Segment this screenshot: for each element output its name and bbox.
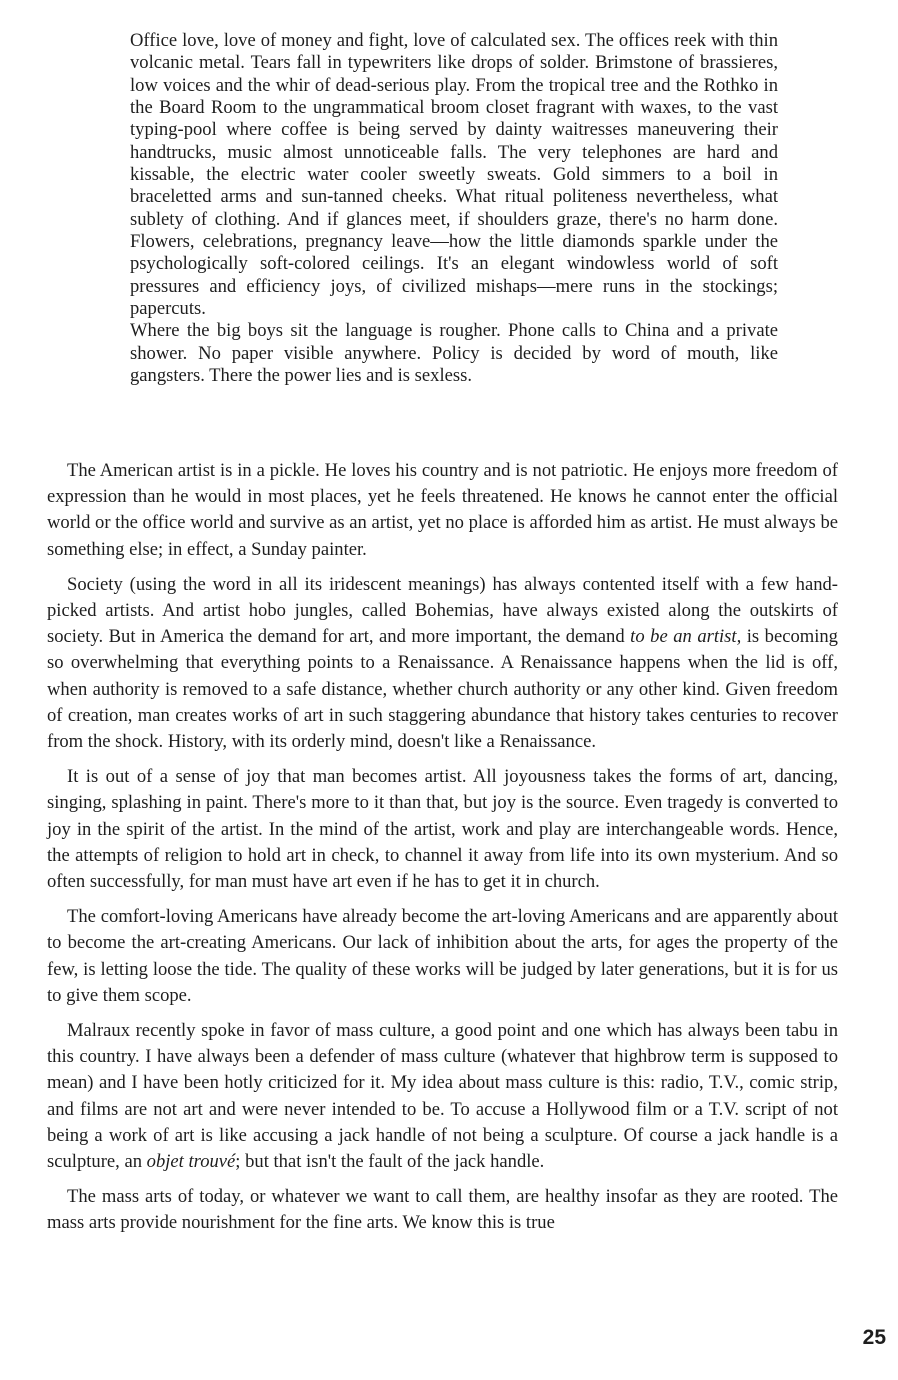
essay-paragraph-2-italic: to be an artist,: [630, 626, 742, 648]
essay-paragraph-2-part-a: Society (using the word in all its iridescent meanings) has always contented itself with a few hand-picked artists. And artist hobo jungles, called Bohemias, have always existed along the outskirts of society. But in America the demand for art, and more important, the demand: [47, 573, 838, 648]
essay-paragraph-5-part-a: Malraux recently spoke in favor of mass culture, a good point and one which has always been tabu in this country. I have always been a defender of mass culture (whatever that highbrow term is supposed to mean) and I have been hotly criticized for it. My idea about mass culture is this: radio, T.V., comic strip, and films are not art and were never intended to be. To accuse a Hollywood film or a T.V. script of not being a work of art is like accusing a jack handle of not being a sculpture. Of course a jack handle is a sculpture, an: [47, 1020, 838, 1173]
poem-block: [130, 30, 778, 388]
essay-paragraph-3: It is out of a sense of joy that man becomes artist. All joyousness takes the forms of art, dancing, singing, splashing in paint. There's more to it than that, but joy is the source. Even tragedy is converted to joy in the spirit of the artist. In the mind of the artist, work and play are interchangeable words. Hence, the attempts of religion to hold art in check, to channel it away from life into its own mysterium. And so often successfully, for man must have art even if he has to get it in church.: [47, 766, 838, 893]
essay-paragraph-5-italic: objet trouvé: [146, 1151, 236, 1173]
essay-paragraph-4: The comfort-loving Americans have already become the art-loving Americans and are apparently about to become the art-creating Americans. Our lack of inhibition about the arts, for ages the property of the few, is letting loose the tide. The quality of these works will be judged by later generations, but it is for us to give them scope.: [47, 906, 838, 1006]
essay-paragraph-2-part-b: is becoming so overwhelming that everything points to a Renaissance. A Renaissance happens when the lid is off, when authority is removed to a safe distance, whether church authority or any other kind. Given freedom of creation, man creates works of art in such staggering abundance that history takes centuries to recover from the shock. History, with its orderly mind, doesn't like a Renaissance.: [47, 626, 838, 753]
essay-paragraph-5-part-b: ; but that isn't the fault of the jack handle.: [235, 1151, 545, 1173]
essay-paragraph-1: The American artist is in a pickle. He loves his country and is not patriotic. He enjoys more freedom of expression than he would in most places, yet he feels threatened. He knows he cannot enter the official world or the office world and survive as an artist, yet no place is afforded him as artist. He must always be something else; in effect, a Sunday painter.: [47, 460, 838, 560]
essay-body: [47, 458, 838, 1246]
poem-stanza-1: Office love, love of money and fight, love of calculated sex. The offices reek with thin volcanic metal. Tears fall in typewriters like drops of solder. Brimstone of brassieres, low voices and the whir of dead-serious play. From the tropical tree and the Rothko in the Board Room to the ungrammatical broom closet fragrant with waxes, to the vast typing-pool where coffee is being served by dainty waitresses maneuvering their handtrucks, music almost unnoticeable falls. The very telephones are hard and kissable, the electric water cooler sweetly sweats. Gold simmers to a boil in braceletted arms and sun-tanned cheeks. What ritual politeness nevertheless, what sublety of clothing. And if glances meet, if shoulders graze, there's no harm done. Flowers, celebrations, pregnancy leave—how the little diamonds sparkle under the psychologically soft-colored ceilings. It's an elegant windowless world of soft pressures and efficiency joys, of civilized mishaps—mere runs in the stockings; papercuts.: [130, 30, 778, 320]
essay-paragraph-2: [47, 572, 838, 755]
page-number: 25: [862, 1326, 886, 1349]
essay-paragraph-6: The mass arts of today, or whatever we want to call them, are healthy insofar as they are rooted. The mass arts provide nourishment for the fine arts. We know this is true: [47, 1186, 838, 1234]
essay-paragraph-5: [47, 1018, 838, 1175]
poem-stanza-2: Where the big boys sit the language is rougher. Phone calls to China and a private shower. No paper visible anywhere. Policy is decided by word of mouth, like gangsters. There the power lies and is sexless.: [130, 320, 778, 387]
